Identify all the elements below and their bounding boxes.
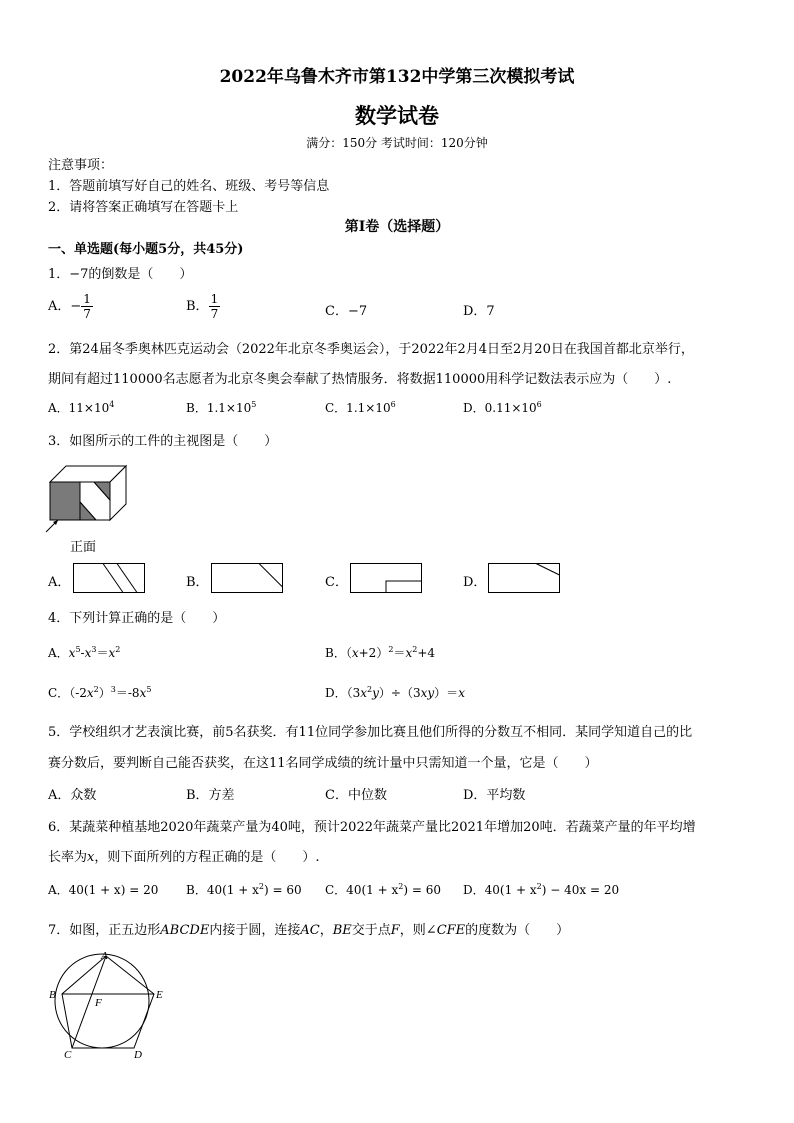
q6-option-b: B．$40(1 + x^2) = 60$ bbox=[186, 882, 302, 897]
front-label: 正面 bbox=[70, 540, 97, 555]
q6-option-c: C．$40(1 + x^2) = 60$ bbox=[325, 882, 441, 897]
q3-option-a-figure bbox=[73, 563, 145, 593]
q7-stem: 7．如图，正五边形ABCDE内接于圆，连接AC，BE交于点F，则∠CFE的度数为（ ） bbox=[48, 923, 570, 938]
q1-stem: 1．−7的倒数是（ ） bbox=[48, 267, 193, 282]
q2-option-c: C．$1.1\times 10^6$ bbox=[325, 400, 396, 415]
vertex-label: F bbox=[95, 997, 102, 1009]
q1-option-d: D．7 bbox=[463, 304, 495, 319]
vertex-label: A bbox=[101, 950, 108, 962]
note-item: 1．答题前填写好自己的姓名、班级、考号等信息 bbox=[48, 179, 330, 194]
q2-option-d: D．$0.11\times 10^6$ bbox=[463, 400, 542, 415]
q2-line1: 2．第24届冬季奥林匹克运动会（2022年北京冬季奥运会），于2022年2月4日至2月20日在我国首都北京举行， bbox=[48, 342, 694, 357]
q4-option-d: D．$(3x^2y)\div(3xy)=x$ bbox=[325, 685, 465, 700]
q4-option-b: B．$(x+2)^2=x^2+4$ bbox=[325, 645, 436, 660]
q4-option-c: C．$(-2x^2)^3=-8x^5$ bbox=[48, 685, 152, 700]
q4-option-a: A．$x^5-x^3=x^2$ bbox=[48, 645, 121, 660]
q4-stem: 4．下列计算正确的是（ ） bbox=[48, 611, 226, 626]
q5-line2: 赛分数后，要判断自己能否获奖，在这11名同学成绩的统计量中只需知道一个量，它是（ ） bbox=[48, 756, 598, 771]
vertex-label: B bbox=[49, 989, 56, 1001]
q6-option-d: D．$40(1 + x^2) - 40x = 20$ bbox=[463, 882, 620, 897]
q5-option-a: A．众数 bbox=[48, 788, 97, 803]
vertex-label: E bbox=[156, 989, 163, 1001]
q3-option-a-label: A． bbox=[48, 575, 71, 590]
q5-line1: 5．学校组织才艺表演比赛，前5名获奖．有11位同学参加比赛且他们所得的分数互不相同．某同学知道自己的比 bbox=[48, 725, 693, 740]
vertex-label: D bbox=[134, 1049, 142, 1061]
q3-option-b-label: B． bbox=[186, 575, 209, 590]
q3-option-c-label: C． bbox=[325, 575, 348, 590]
q5-option-d: D．平均数 bbox=[463, 788, 526, 803]
q1-option-a: A．− $\frac{1}{7}$ bbox=[48, 292, 91, 321]
q2-option-b: B．$1.1\times 10^5$ bbox=[186, 400, 257, 415]
exam-subtitle: 数学试卷 bbox=[355, 103, 439, 128]
vertex-label: C bbox=[64, 1049, 72, 1061]
part-title: 第I卷（选择题） bbox=[344, 219, 450, 235]
notes-heading: 注意事项： bbox=[48, 158, 114, 173]
q6-line2: 长率为x，则下面所列的方程正确的是（ ）. bbox=[48, 850, 320, 865]
q3-option-d-figure bbox=[488, 563, 560, 593]
note-item: 2．请将答案正确填写在答题卡上 bbox=[48, 200, 239, 215]
q3-option-b-figure bbox=[211, 563, 283, 593]
q1-option-c: C．−7 bbox=[325, 304, 368, 319]
q2-line2: 期间有超过110000名志愿者为北京冬奥会奉献了热情服务．将数据110000用科学记数法表示应为（ ）. bbox=[48, 372, 672, 387]
section-heading: 一、单选题(每小题5分，共45分) bbox=[48, 242, 244, 257]
q5-option-c: C．中位数 bbox=[325, 788, 387, 803]
q3-option-d-label: D． bbox=[463, 575, 487, 590]
q5-option-b: B．方差 bbox=[186, 788, 235, 803]
q6-option-a: A．40(1 + x) = 20 bbox=[48, 883, 159, 897]
q3-option-c-figure bbox=[350, 563, 422, 593]
q1-option-b: B． $\frac{1}{7}$ bbox=[186, 292, 219, 321]
q2-option-a: A．$11\times 10^4$ bbox=[48, 400, 115, 415]
exam-info: 满分：150分 考试时间：120分钟 bbox=[306, 136, 488, 150]
q3-stem: 3．如图所示的工件的主视图是（ ） bbox=[48, 434, 278, 449]
workpiece-figure bbox=[44, 460, 134, 530]
exam-title: 2022年乌鲁木齐市第132中学第三次模拟考试 bbox=[219, 67, 575, 87]
pentagon-circle-figure bbox=[44, 950, 174, 1062]
q6-line1: 6．某蔬菜种植基地2020年蔬菜产量为40吨，预计2022年蔬菜产量比2021年增加20吨．若蔬菜产量的年平均增 bbox=[48, 820, 696, 835]
